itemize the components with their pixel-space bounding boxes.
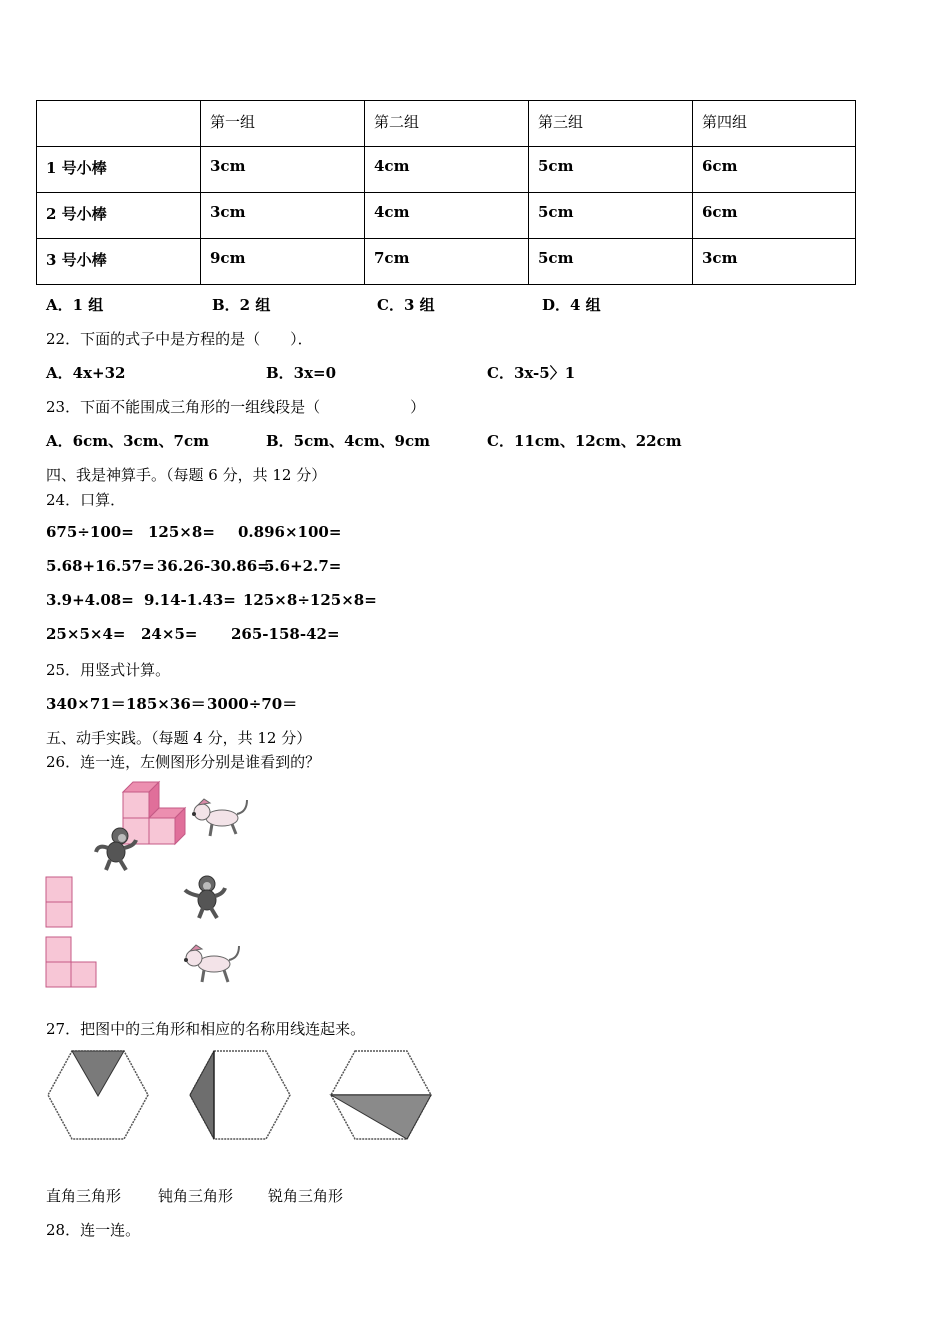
table-cell: 5cm	[529, 239, 693, 285]
monkey-icon	[92, 826, 142, 872]
hexagon-right-triangle	[329, 1050, 433, 1142]
table-header-cell: 第四组	[693, 101, 856, 147]
table-cell: 3cm	[201, 147, 365, 193]
table-header-cell: 第二组	[365, 101, 529, 147]
q24-item: 675÷100=	[46, 523, 134, 541]
q28-stem: 28．连一连。	[46, 1221, 141, 1239]
dog-icon	[182, 942, 242, 986]
q24-item: 24×5=	[141, 625, 198, 643]
table-header-cell: 第三组	[529, 101, 693, 147]
label-right-triangle: 直角三角形	[46, 1187, 122, 1205]
view-l-shape	[45, 936, 101, 990]
q23-option-a: A．6cm、3cm、7cm	[46, 432, 209, 450]
q24-item: 125×8=	[148, 523, 215, 541]
q24-item: 265-158-42=	[231, 625, 340, 643]
q22-option-b: B．3x=0	[266, 364, 337, 382]
q25-item: 340×71＝	[46, 695, 126, 713]
view-two-stacked-squares	[45, 876, 75, 930]
section-4-heading: 四、我是神算手。（每题 6 分，共 12 分）	[46, 466, 327, 484]
label-acute-triangle: 锐角三角形	[268, 1187, 344, 1205]
q24-item: 5.6+2.7=	[264, 557, 342, 575]
table-cell: 4cm	[365, 147, 529, 193]
q24-item: 0.896×100=	[238, 523, 342, 541]
section-5-heading: 五、动手实践。（每题 4 分，共 12 分）	[46, 729, 312, 747]
q27-stem: 27．把图中的三角形和相应的名称用线连起来。	[46, 1020, 366, 1038]
table-cell: 4cm	[365, 193, 529, 239]
q21-option-c: C．3 组	[377, 296, 435, 314]
table-cell: 1 号小棒	[37, 147, 201, 193]
q21-option-b: B．2 组	[212, 296, 271, 314]
table-cell: 5cm	[529, 147, 693, 193]
table-row	[37, 239, 856, 285]
q24-item: 5.68+16.57=	[46, 557, 155, 575]
q23-stem: 23．下面不能围成三角形的一组线段是（ ）	[46, 398, 426, 416]
q21-option-d: D．4 组	[542, 296, 601, 314]
dog-icon	[190, 796, 250, 838]
table-cell: 9cm	[201, 239, 365, 285]
hexagon-acute-triangle	[46, 1050, 150, 1142]
table-header-cell: 第一组	[201, 101, 365, 147]
table-cell: 6cm	[693, 193, 856, 239]
table-cell: 3 号小棒	[37, 239, 201, 285]
q25-item: 3000÷70＝	[207, 695, 298, 713]
monkey-icon	[183, 874, 233, 920]
table-row	[37, 147, 856, 193]
q24-stem: 24．口算．	[46, 491, 126, 509]
label-obtuse-triangle: 钝角三角形	[158, 1187, 234, 1205]
table-cell: 6cm	[693, 147, 856, 193]
q21-option-a: A．1 组	[46, 296, 104, 314]
table-row	[37, 193, 856, 239]
q24-item: 36.26-30.86=	[157, 557, 270, 575]
table-cell: 7cm	[365, 239, 529, 285]
q22-option-a: A．4x+32	[46, 364, 126, 382]
q26-stem: 26．连一连，左侧图形分别是谁看到的？	[46, 753, 321, 771]
q23-option-c: C．11cm、12cm、22cm	[487, 432, 682, 450]
hexagon-obtuse-triangle	[188, 1050, 292, 1142]
table-cell: 3cm	[201, 193, 365, 239]
table-cell: 2 号小棒	[37, 193, 201, 239]
q24-item: 9.14-1.43=	[144, 591, 236, 609]
q23-option-b: B．5cm、4cm、9cm	[266, 432, 431, 450]
q24-item: 25×5×4=	[46, 625, 126, 643]
q24-item: 3.9+4.08=	[46, 591, 134, 609]
q24-item: 125×8÷125×8=	[243, 591, 377, 609]
q22-stem: 22．下面的式子中是方程的是（ ）．	[46, 330, 313, 348]
q25-stem: 25．用竖式计算。	[46, 661, 171, 679]
sticks-table	[36, 100, 856, 285]
table-cell: 3cm	[693, 239, 856, 285]
table-header-cell	[37, 101, 201, 147]
q22-option-c: C．3x-5〉1	[487, 364, 576, 382]
table-cell: 5cm	[529, 193, 693, 239]
table-header-row	[37, 101, 856, 147]
q25-item: 185×36＝	[126, 695, 206, 713]
